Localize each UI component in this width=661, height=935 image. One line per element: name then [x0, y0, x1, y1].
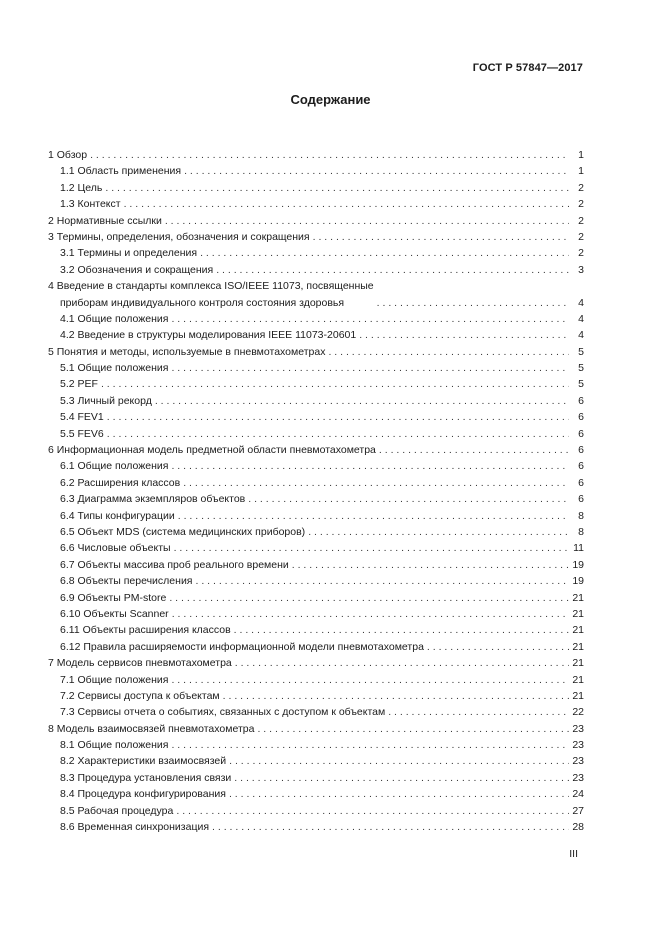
toc-entry-title: 6.8 Объекты перечисления: [60, 575, 193, 588]
toc-entry-title: 6 Информационная модель предметной области пневмотахометра: [48, 444, 376, 457]
toc-entry[interactable]: [48, 704, 584, 720]
toc-dot-leader: [165, 213, 569, 229]
toc-page-number: 6: [578, 460, 584, 473]
toc-entry[interactable]: [48, 344, 584, 360]
toc-entry[interactable]: [48, 393, 584, 409]
toc-dot-leader: [212, 819, 569, 835]
toc-dot-leader: [377, 295, 569, 311]
toc-page-number: 19: [572, 575, 584, 588]
toc-dot-leader: [169, 590, 569, 606]
toc-dot-leader: [379, 442, 569, 458]
toc-page-number: 2: [578, 214, 584, 227]
page-number: III: [569, 848, 578, 860]
toc-dot-leader: [328, 344, 569, 360]
toc-page-number: 6: [578, 394, 584, 407]
toc-dot-leader: [171, 360, 569, 376]
toc-entry[interactable]: [48, 409, 584, 425]
toc-entry[interactable]: [48, 245, 584, 261]
toc-dot-leader: [229, 786, 569, 802]
toc-dot-leader: [235, 655, 569, 671]
toc-entry-title: 1.2 Цель: [60, 181, 103, 194]
toc-entry[interactable]: [48, 622, 584, 638]
toc-page-number: 2: [578, 198, 584, 211]
toc-entry[interactable]: [48, 327, 584, 343]
toc-entry-title: 6.6 Числовые объекты: [60, 542, 171, 555]
toc-page-number: 6: [578, 411, 584, 424]
toc-entry[interactable]: [48, 147, 584, 163]
toc-entry-title-line1: 4 Введение в стандарты комплекса ISO/IEEE 11073, посвященные: [48, 280, 374, 293]
toc-page-number: 5: [578, 345, 584, 358]
toc-page-number: 23: [572, 755, 584, 768]
toc-entry-title: 6.3 Диаграмма экземпляров объектов: [60, 493, 246, 506]
toc-entry[interactable]: [48, 458, 584, 474]
document-id: ГОСТ Р 57847—2017: [472, 62, 583, 74]
toc-dot-leader: [155, 393, 569, 409]
toc-entry-title: 3.2 Обозначения и сокращения: [60, 263, 214, 276]
toc-page-number: 21: [572, 624, 584, 637]
toc-entry-title: 8.6 Временная синхронизация: [60, 821, 210, 834]
toc-page-number: 8: [578, 509, 584, 522]
toc-page-number: 3: [578, 263, 584, 276]
toc-entry-title: 6.1 Общие положения: [60, 460, 169, 473]
toc-entry-title: [48, 278, 374, 311]
toc-dot-leader: [171, 672, 569, 688]
toc-page-number: 1: [578, 165, 584, 178]
toc-entry-title: 6.5 Объект MDS (система медицинских приборов): [60, 525, 306, 538]
toc-page-number: 4: [578, 329, 584, 342]
toc-page-number: 8: [578, 525, 584, 538]
toc-entry[interactable]: [48, 229, 584, 245]
toc-entry-title: 3 Термины, определения, обозначения и сокращения: [48, 230, 310, 243]
toc-page-number: 5: [578, 378, 584, 391]
toc-entry-title: 8.4 Процедура конфигурирования: [60, 788, 226, 801]
toc-entry-title: 6.12 Правила расширяемости информационной модели пневмотахометра: [60, 640, 424, 653]
toc-entry[interactable]: [48, 786, 584, 802]
toc-entry-title: 5.1 Общие положения: [60, 362, 169, 375]
toc-entry-title: 8.1 Общие положения: [60, 739, 169, 752]
toc-entry[interactable]: [48, 672, 584, 688]
toc-page-number: 21: [572, 591, 584, 604]
toc-entry[interactable]: [48, 180, 584, 196]
toc-entry[interactable]: [48, 360, 584, 376]
toc-entry[interactable]: [48, 655, 584, 671]
toc-page-number: 6: [578, 444, 584, 457]
toc-entry[interactable]: [48, 557, 584, 573]
toc-entry-title: 5.4 FEV1: [60, 411, 104, 424]
toc-entry-title: 7 Модель сервисов пневмотахометра: [48, 657, 232, 670]
toc-entry[interactable]: [48, 442, 584, 458]
toc-entry[interactable]: [48, 540, 584, 556]
toc-dot-leader: [171, 311, 569, 327]
toc-entry-title: 2 Нормативные ссылки: [48, 214, 162, 227]
toc-dot-leader: [171, 458, 569, 474]
toc-dot-leader: [172, 606, 569, 622]
toc-entry[interactable]: [48, 753, 584, 769]
toc-dot-leader: [427, 639, 569, 655]
toc-entry[interactable]: [48, 573, 584, 589]
toc-entry-title: 6.11 Объекты расширения классов: [60, 624, 231, 637]
toc-page-number: 21: [572, 673, 584, 686]
toc-page-number: 4: [578, 296, 584, 309]
toc-entry[interactable]: [48, 213, 584, 229]
toc-dot-leader: [200, 245, 569, 261]
toc-page-number: 27: [572, 804, 584, 817]
toc-dot-leader: [257, 721, 569, 737]
toc-dot-leader: [171, 737, 569, 753]
toc-entry-title: 7.1 Общие положения: [60, 673, 169, 686]
toc-dot-leader: [388, 704, 569, 720]
toc-page-number: 21: [572, 640, 584, 653]
toc-entry-title: 8.5 Рабочая процедура: [60, 804, 174, 817]
toc-entry[interactable]: [48, 278, 584, 311]
toc-entry-title: 5 Понятия и методы, используемые в пневмотахометрах: [48, 345, 326, 358]
toc-page-number: 23: [572, 722, 584, 735]
toc-entry[interactable]: [48, 491, 584, 507]
toc-entry-title: 6.2 Расширения классов: [60, 476, 181, 489]
toc-dot-leader: [248, 491, 569, 507]
toc-dot-leader: [176, 803, 569, 819]
toc-entry-title: 6.7 Объекты массива проб реального времени: [60, 558, 289, 571]
toc-page-number: 1: [578, 148, 584, 161]
toc-dot-leader: [90, 147, 569, 163]
toc-page-number: 6: [578, 427, 584, 440]
toc-entry[interactable]: [48, 737, 584, 753]
toc-entry-title-line2: приборам индивидуального контроля состояния здоровья: [60, 296, 345, 309]
toc-entry-title: 8.3 Процедура установления связи: [60, 771, 232, 784]
toc-page-number: 23: [572, 739, 584, 752]
toc-entry[interactable]: [48, 508, 584, 524]
toc-entry[interactable]: [48, 524, 584, 540]
toc-page-number: 2: [578, 247, 584, 260]
toc-page-number: 2: [578, 181, 584, 194]
toc-entry-title: 8.2 Характеристики взаимосвязей: [60, 755, 227, 768]
toc-page-number: 21: [572, 607, 584, 620]
toc-dot-leader: [196, 573, 570, 589]
toc-entry[interactable]: [48, 803, 584, 819]
toc-dot-leader: [234, 622, 569, 638]
toc-entry-title: 4.2 Введение в структуры моделирования IEEE 11073-20601: [60, 329, 357, 342]
toc-dot-leader: [216, 262, 569, 278]
toc-entry[interactable]: [48, 590, 584, 606]
toc-dot-leader: [101, 376, 569, 392]
toc-page-number: 4: [578, 312, 584, 325]
toc-entry[interactable]: [48, 819, 584, 835]
toc-dot-leader: [174, 540, 569, 556]
toc-entry-title: 6.10 Объекты Scanner: [60, 607, 169, 620]
toc-dot-leader: [107, 409, 569, 425]
toc-dot-leader: [183, 475, 569, 491]
toc-entry-title: 4.1 Общие положения: [60, 312, 169, 325]
page-title: Содержание: [290, 92, 371, 107]
toc-dot-leader: [313, 229, 569, 245]
toc-page-number: 24: [572, 788, 584, 801]
toc-entry[interactable]: [48, 721, 584, 737]
toc-entry[interactable]: [48, 639, 584, 655]
toc-dot-leader: [178, 508, 569, 524]
toc-page-number: 6: [578, 493, 584, 506]
toc-entry[interactable]: [48, 688, 584, 704]
toc-entry-title: 1.1 Область применения: [60, 165, 182, 178]
toc-entry-title: 6.9 Объекты PM-store: [60, 591, 167, 604]
toc-entry-title: 7.3 Сервисы отчета о событиях, связанных с доступом к объектам: [60, 706, 386, 719]
toc-entry[interactable]: [48, 163, 584, 179]
toc-entry-title: 3.1 Термины и определения: [60, 247, 198, 260]
toc-entry-title: 5.3 Личный рекорд: [60, 394, 152, 407]
toc-page-number: 21: [572, 657, 584, 670]
toc-dot-leader: [308, 524, 569, 540]
toc-entry-title: 5.2 PEF: [60, 378, 98, 391]
toc-entry-title: 1 Обзор: [48, 148, 88, 161]
toc-dot-leader: [107, 426, 569, 442]
toc-page-number: 11: [573, 542, 584, 555]
toc-page-number: 2: [578, 230, 584, 243]
toc-dot-leader: [359, 327, 569, 343]
toc-dot-leader: [234, 770, 569, 786]
toc-entry[interactable]: [48, 606, 584, 622]
toc-page-number: 6: [578, 476, 584, 489]
toc-entry-title: 7.2 Сервисы доступа к объектам: [60, 689, 220, 702]
toc-entry-title: 1.3 Контекст: [60, 198, 121, 211]
toc-entry[interactable]: [48, 196, 584, 212]
toc-page-number: 28: [572, 821, 584, 834]
toc-dot-leader: [223, 688, 569, 704]
toc-entry-title: 5.5 FEV6: [60, 427, 104, 440]
table-of-contents: [48, 147, 584, 835]
toc-entry-title: 6.4 Типы конфигурации: [60, 509, 175, 522]
toc-page-number: 23: [572, 771, 584, 784]
toc-dot-leader: [184, 163, 569, 179]
toc-dot-leader: [105, 180, 569, 196]
toc-entry[interactable]: [48, 376, 584, 392]
toc-dot-leader: [292, 557, 569, 573]
toc-entry[interactable]: [48, 475, 584, 491]
toc-entry[interactable]: [48, 262, 584, 278]
toc-entry[interactable]: [48, 426, 584, 442]
toc-entry-title: 8 Модель взаимосвязей пневмотахометра: [48, 722, 255, 735]
toc-dot-leader: [229, 753, 569, 769]
toc-page-number: 22: [572, 706, 584, 719]
toc-entry[interactable]: [48, 311, 584, 327]
toc-page-number: 19: [572, 558, 584, 571]
toc-dot-leader: [124, 196, 569, 212]
toc-entry[interactable]: [48, 770, 584, 786]
toc-page-number: 5: [578, 362, 584, 375]
toc-page-number: 21: [572, 689, 584, 702]
